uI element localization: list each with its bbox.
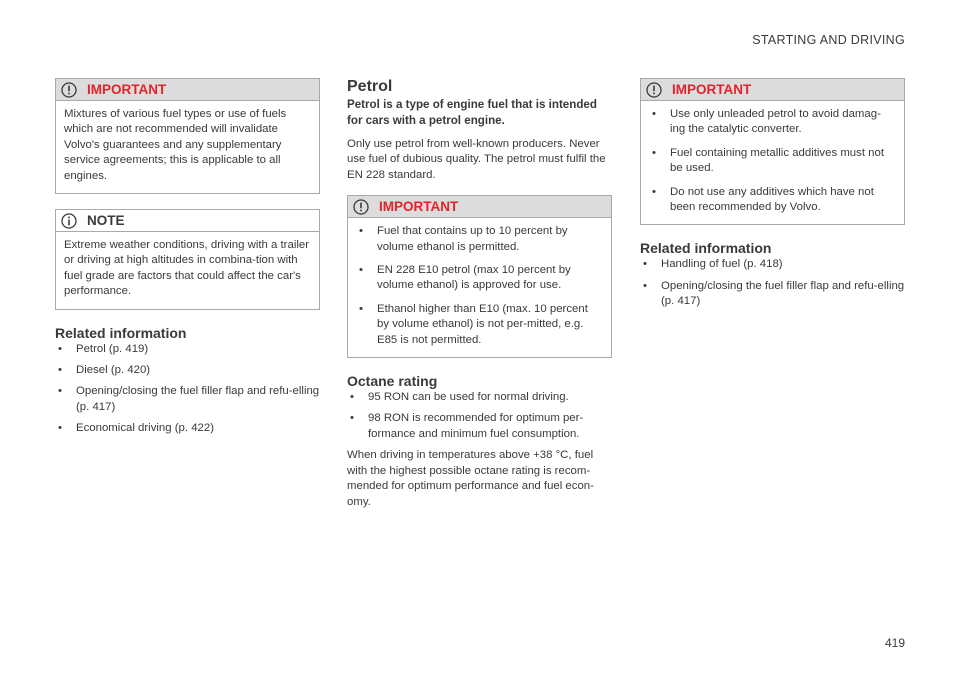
related-list [640, 257, 905, 309]
warning-icon [646, 82, 662, 98]
related-information [55, 325, 320, 437]
important-title: IMPORTANT [379, 199, 459, 215]
important-box [55, 78, 320, 194]
list-item: • Ethanol higher than E10 (max. 10 percent by volume ethanol) is not per-mitted, e.g. E85 is not permitted. [359, 302, 588, 346]
related-link[interactable]: • Petrol (p. 419) [55, 342, 320, 357]
column-right [640, 78, 905, 316]
octane-heading: Octane rating [347, 373, 438, 390]
note-text: Extreme weather conditions, driving with a trailer or driving at high altitudes in combina-tion with fuel grade are factors that could affect the car's performance. [64, 239, 310, 298]
related-link[interactable]: • Opening/closing the fuel filler flap and refu-elling (p. 417) [58, 385, 320, 413]
related-link[interactable]: • Handling of fuel (p. 418) [640, 257, 905, 272]
octane-paragraph: When driving in temperatures above +38 °C, fuel with the highest possible octane rating is recom-mended for optimum performance and fuel econ-omy. [347, 449, 594, 508]
column-middle [347, 78, 612, 522]
note-box [55, 209, 320, 310]
bullet: • [350, 412, 354, 425]
bullet: • [652, 185, 656, 198]
related-information [640, 240, 905, 309]
lead-text: Petrol is a type of engine fuel that is intended for cars with a petrol engine. [347, 98, 597, 127]
list-item: • Do not use any additives which have not been recommended by Volvo. [652, 185, 874, 214]
column-left [55, 78, 320, 443]
related-link[interactable]: • Diesel (p. 420) [55, 363, 320, 378]
related-list [55, 342, 320, 437]
important-box-header [56, 79, 319, 101]
related-heading: Related information [640, 240, 772, 257]
related-heading: Related information [55, 324, 187, 341]
important-box-header [348, 196, 611, 218]
important-text: Mixtures of various fuel types or use of fuels which are not recommended will invalidate Volvo's guarantees and any supplementary service agreements; this is applicable to all engines. [64, 108, 287, 182]
bullet: • [652, 146, 656, 159]
list-item: • Fuel containing metallic additives must not be used. [652, 146, 884, 175]
list-item: • Fuel that contains up to 10 percent by volume ethanol is permitted. [359, 225, 568, 253]
important-list [649, 107, 896, 215]
bullet: • [350, 391, 354, 404]
important-title: IMPORTANT [87, 82, 167, 97]
important-box [347, 195, 612, 358]
list-item: • 98 RON is recommended for optimum per-formance and minimum fuel consumption. [350, 412, 584, 440]
bullet: • [652, 108, 656, 120]
important-title: IMPORTANT [672, 82, 752, 97]
bullet: • [643, 279, 647, 292]
bullet: • [643, 258, 647, 271]
section-title: Petrol [347, 78, 393, 95]
note-title: NOTE [87, 213, 125, 229]
bullet: • [58, 385, 62, 398]
page-number: 419 [884, 636, 905, 650]
bullet: • [359, 264, 363, 277]
bullet: • [58, 422, 62, 435]
section-header: STARTING AND DRIVING [752, 33, 905, 47]
paragraph: Only use petrol from well-known producers. Never use fuel of dubious quality. The petrol must fulfil the EN 228 standard. [347, 138, 606, 181]
important-box-header [641, 79, 904, 101]
important-list [356, 224, 603, 348]
bullet: • [58, 364, 62, 377]
octane-list [347, 390, 612, 442]
info-icon [61, 213, 77, 229]
bullet: • [359, 302, 363, 315]
warning-icon [353, 199, 369, 215]
bullet: • [359, 225, 363, 238]
related-link[interactable]: • Opening/closing the fuel filler flap and refu-elling (p. 417) [643, 279, 905, 308]
important-box [640, 78, 905, 225]
list-item: • 95 RON can be used for normal driving. [347, 390, 612, 405]
warning-icon [61, 82, 77, 98]
bullet: • [58, 342, 62, 355]
note-box-header [56, 210, 319, 232]
list-item: • EN 228 E10 petrol (max 10 percent by volume ethanol) is approved for use. [359, 264, 571, 292]
octane-section [347, 373, 612, 510]
list-item: • Use only unleaded petrol to avoid damag-ing the catalytic converter. [652, 108, 881, 136]
related-link[interactable]: • Economical driving (p. 422) [55, 421, 320, 436]
